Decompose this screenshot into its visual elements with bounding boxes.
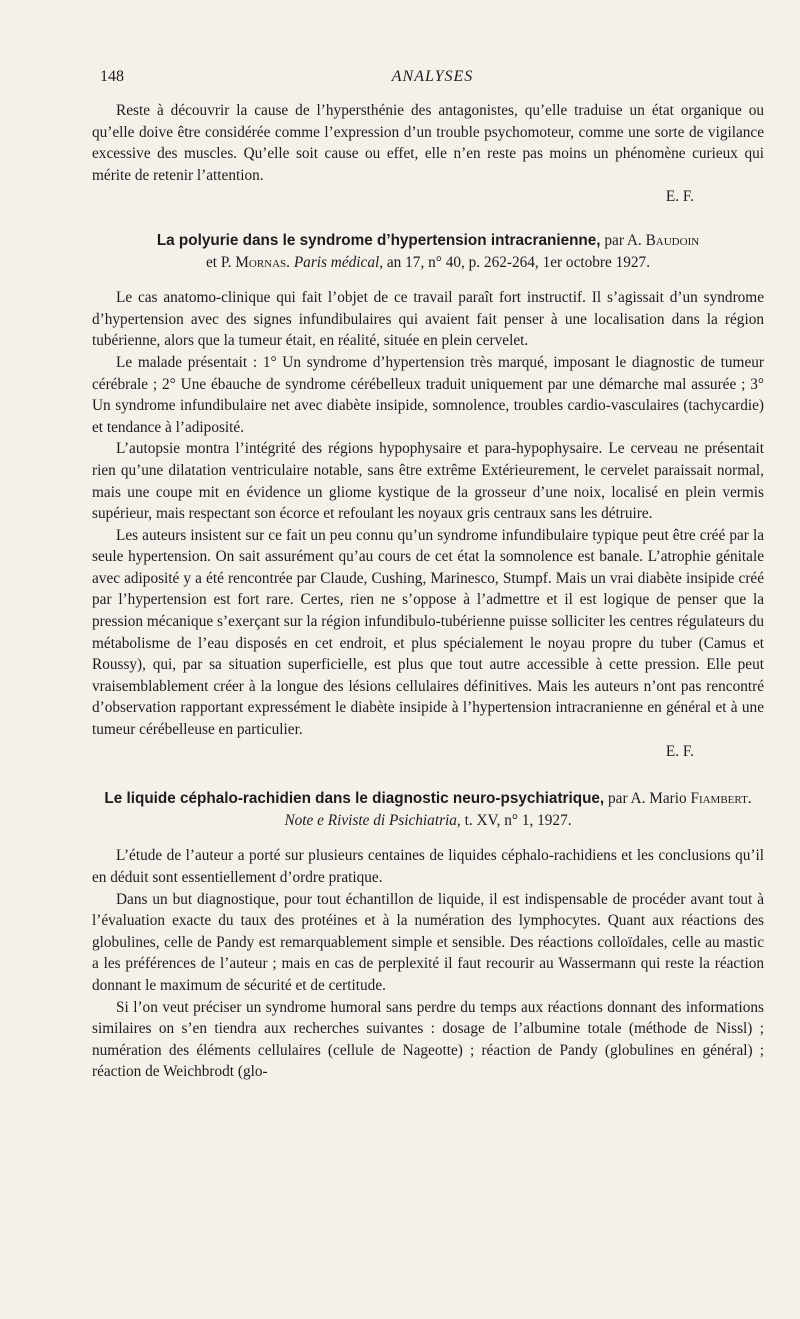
paragraph: L’étude de l’auteur a porté sur plusieurs centaines de liquides céphalo-rachidiens et les conclusions qu’il en déduit sont essentiellement d’ordre pratique. (92, 847, 764, 886)
paragraph: Le cas anatomo-clinique qui fait l’objet de ce travail paraît fort instructif. Il s’agissait d’un syndrome d’hypertension avec des signes infundibulaires qui avaient fait penser à une localisation dans la région tubérienne, alors que la tumeur était, en réalité, située en plein cervelet. (92, 289, 764, 350)
paragraph: Reste à découvrir la cause de l’hypersthénie des antagonistes, qu’elle traduise un état organique ou qu’elle doive être considérée comme l’expression d’un trouble psychomoteur, comme une sorte de vigilance excessive des muscles. Qu’elle soit cause ou effet, elle n’en reste pas moins un phénomène curieux qui mérite de retenir l’attention. (92, 102, 764, 184)
author-name: Mornas (235, 253, 287, 271)
paragraph: Si l’on veut préciser un syndrome humoral sans perdre du temps aux réactions donnant des informations similaires on s’en tiendra aux recherches suivantes : dosage de l’albumine totale (méthode de Nissl) ; numération des éléments cellulaires (cellule de Nageotte) ; réaction de Pandy (globulines en général) ; réaction de Weichbrodt (glo- (92, 998, 764, 1081)
review-body (92, 287, 764, 762)
paragraph: Dans un but diagnostique, pour tout échantillon de liquide, il est indispensable de procéder avant tout à l’évaluation exacte du taux des protéines et à la numération des lymphocytes. Quant aux réactions des globulines, celle de Pandy est remarquablement simple et sensible. Des réactions colloïdales, celle au mastic a les préférences de l’auteur ; mais en cas de perplexité il faut recourir au Wassermann qui reste la réaction donnant le maximum de sécurité et de certitude. (92, 890, 764, 994)
page-body (92, 100, 764, 1083)
page-header (100, 68, 765, 92)
journal-name: Note e Riviste di Psichiatria, (284, 811, 461, 829)
continued-review (92, 100, 764, 208)
paragraph: L’autopsie montra l’intégrité des régions hypophysaire et para-hypophysaire. Le cerveau ne présentait rien qu’une dilatation ventriculaire notable, sans être extrême Extérieurement, le cervelet paraissait normal, mais une coupe mit en évidence un gliome kystique de la grosseur d’une noix, localisé en plein vermis supérieur, mais respectant son écorce et refoulant les noyaux gris centraux sans les détruire. (92, 440, 764, 523)
article-reference: Le liquide céphalo-rachidien dans le diagnostic neuro-psychiatrique, par A. Mario Fiambert. Note e Riviste di Psichiatria, t. XV, n° 1, 1927. (104, 790, 752, 829)
citation: an 17, n° 40, p. 262-264, 1er octobre 1927. (386, 253, 651, 271)
paragraph: Les auteurs insistent sur ce fait un peu connu qu’un syndrome infundibulaire typique peut être créé par la seule hypertension. On sait assurément qu’au cours de cet état la somnolence est banale. L’atrophie génitale avec adiposité y a été rencontrée par Claude, Cushing, Marinesco, Stumpf. Mais un vrai diabète insipide créé par l’hypertension est fort rare. Certes, rien ne s’oppose à l’admettre et il est logique de penser que la pression mécanique s’exerçant sur la région infundibulo-tubérienne puisse solliciter les centres régulateurs du métabolisme de l’eau disposés en cet endroit, et plus spécialement le noyau propre du tuber (Camus et Roussy), qui, par sa situation superficielle, est plus que tout autre accessible à cette pression. Elle peut vraisemblablement créer à la longue des lésions cellulaires définitives. Mais les auteurs n’ont pas rencontré d’observation rapportant expressément le diabète insipide à l’hypertension intracranienne en général et à une tumeur cérébelleuse en particulier. (92, 526, 764, 739)
author-name: Fiambert. (690, 790, 752, 808)
paragraph: Le malade présentait : 1° Un syndrome d’hypertension très marqué, imposant le diagnostic de tumeur cérébrale ; 2° Une ébauche de syndrome cérébelleux traduit uniquement par une démarche mal assurée ; 3° Un syndrome infundibulaire net avec diabète insipide, somnolence, troubles cardio-vasculaires (tachycardie) et tendance à l’adiposité. (92, 353, 764, 436)
author-name: Baudoin (645, 231, 700, 249)
running-head: ANALYSES (391, 68, 474, 85)
article-title: Le liquide céphalo-rachidien dans le diagnostic neuro-psychiatrique, (104, 790, 605, 808)
review-body (92, 845, 764, 1083)
citation: t. XV, n° 1, 1927. (464, 811, 572, 829)
page-number: 148 (100, 68, 124, 85)
article-reference: La polyurie dans le syndrome d’hypertension intracranienne, par A. Baudoin et P. Mornas. Paris médical, an 17, n° 40, p. 262-264, 1er octobre 1927. (156, 231, 700, 271)
article-title: La polyurie dans le syndrome d’hypertension intracranienne, (156, 231, 601, 249)
journal-name: Paris médical, (293, 253, 384, 271)
review-signature: E. F. (665, 188, 694, 206)
review-signature: E. F. (665, 742, 694, 760)
